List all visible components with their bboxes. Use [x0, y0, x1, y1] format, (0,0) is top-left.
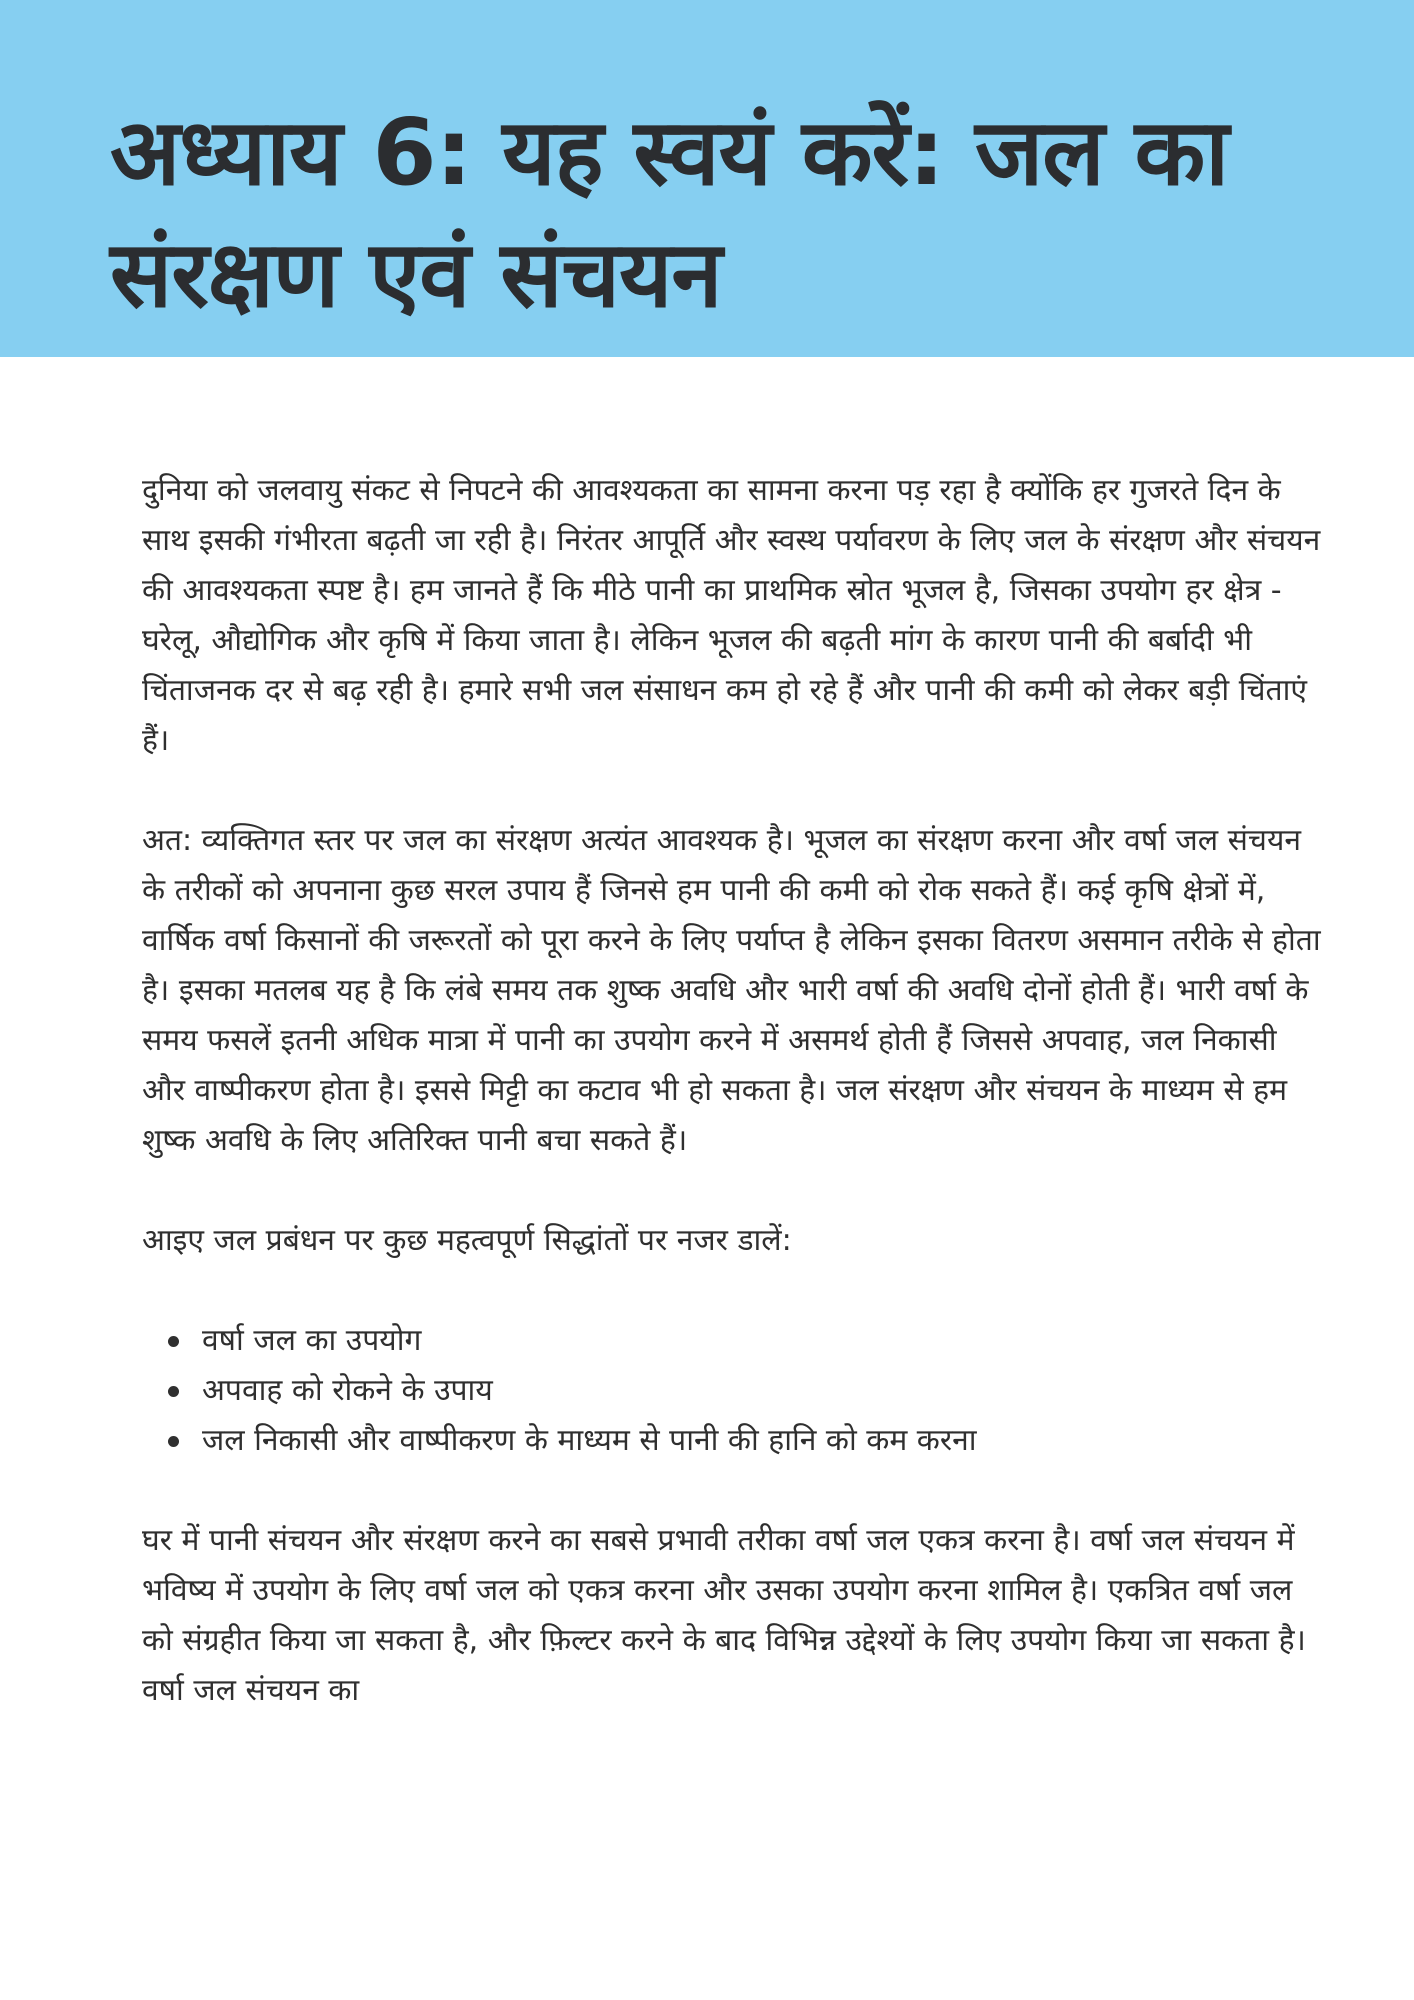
- chapter-content: [142, 466, 1322, 1766]
- chapter-header-band: [0, 0, 1414, 357]
- list-item: [202, 1366, 1322, 1416]
- bullet-icon: [168, 1336, 179, 1347]
- principles-list: [142, 1316, 1322, 1466]
- chapter-title: अध्याय 6: यह स्वयं करें: जल का संरक्षण एवं संचयन: [110, 99, 1229, 328]
- rainwater-paragraph: घर में पानी संचयन और संरक्षण करने का सबसे प्रभावी तरीका वर्षा जल एकत्र करना है। वर्षा जल संचयन में भविष्य में उपयोग के लिए वर्षा जल को एकत्र करना और उसका उपयोग करना शामिल है। एकत्रित वर्षा जल को संग्रहीत किया जा सकता है, और फ़िल्टर करने के बाद विभिन्न उद्देश्यों के लिए उपयोग किया जा सकता है। वर्षा जल संचयन का: [142, 1523, 1306, 1708]
- list-item: [202, 1316, 1322, 1366]
- principle-text: जल निकासी और वाष्पीकरण के माध्यम से पानी की हानि को कम करना: [202, 1423, 977, 1458]
- principle-text: वर्षा जल का उपयोग: [202, 1323, 422, 1358]
- principle-text: अपवाह को रोकने के उपाय: [202, 1373, 493, 1408]
- principles-intro: आइए जल प्रबंधन पर कुछ महत्वपूर्ण सिद्धांतों पर नजर डालें:: [142, 1223, 792, 1258]
- intro-paragraph: दुनिया को जलवायु संकट से निपटने की आवश्यकता का सामना करना पड़ रहा है क्योंकि हर गुजरते दिन के साथ इसकी गंभीरता बढ़ती जा रही है। निरंतर आपूर्ति और स्वस्थ पर्यावरण के लिए जल के संरक्षण और संचयन की आवश्यकता स्पष्ट है। हम जानते हैं कि मीठे पानी का प्राथमिक स्रोत भूजल है, जिसका उपयोग हर क्षेत्र - घरेलू, औद्योगिक और कृषि में किया जाता है। लेकिन भूजल की बढ़ती मांग के कारण पानी की बर्बादी भी चिंताजनक दर से बढ़ रही है। हमारे सभी जल संसाधन कम हो रहे हैं और पानी की कमी को लेकर बड़ी चिंताएं हैं।: [142, 473, 1321, 758]
- bullet-icon: [168, 1386, 179, 1397]
- bullet-icon: [168, 1436, 179, 1447]
- conservation-paragraph: अत: व्यक्तिगत स्तर पर जल का संरक्षण अत्यंत आवश्यक है। भूजल का संरक्षण करना और वर्षा जल संचयन के तरीकों को अपनाना कुछ सरल उपाय हैं जिनसे हम पानी की कमी को रोक सकते हैं। कई कृषि क्षेत्रों में, वार्षिक वर्षा किसानों की जरूरतों को पूरा करने के लिए पर्याप्त है लेकिन इसका वितरण असमान तरीके से होता है। इसका मतलब यह है कि लंबे समय तक शुष्क अवधि और भारी वर्षा की अवधि दोनों होती हैं। भारी वर्षा के समय फसलें इतनी अधिक मात्रा में पानी का उपयोग करने में असमर्थ होती हैं जिससे अपवाह, जल निकासी और वाष्पीकरण होता है। इससे मिट्टी का कटाव भी हो सकता है। जल संरक्षण और संचयन के माध्यम से हम शुष्क अवधि के लिए अतिरिक्त पानी बचा सकते हैं।: [142, 823, 1321, 1158]
- list-item: [202, 1416, 1322, 1466]
